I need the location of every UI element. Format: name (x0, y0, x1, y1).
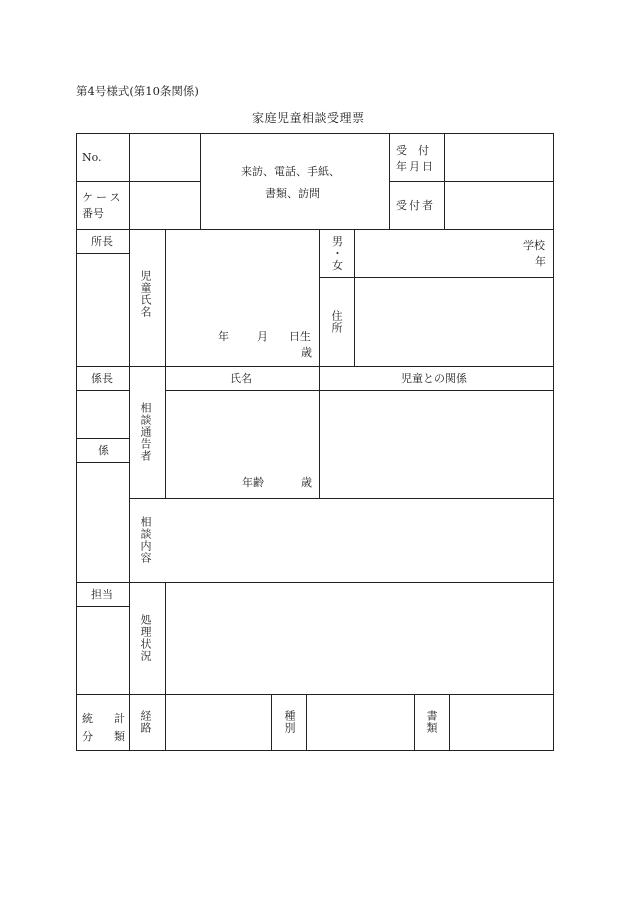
sex-male: 男 (332, 235, 343, 248)
director-label: 所長 (91, 235, 113, 248)
form-title: 家庭児童相談受理票 (252, 111, 365, 125)
child-name-label: 児童氏名 (139, 270, 152, 318)
in-charge-label: 担当 (91, 588, 113, 601)
reporter-age-label: 年齢 (242, 476, 264, 489)
birth-day-unit: 日生 (289, 330, 311, 343)
received-date-label: 受 付 年月日 (396, 144, 435, 173)
birth-month-unit: 月 (257, 330, 268, 343)
section-chief-label: 係長 (91, 372, 113, 385)
contact-method-line1: 来訪、電話、手紙、 (241, 165, 340, 178)
case-number-label: ケース 番号 (82, 191, 124, 220)
school-label: 学校 (523, 239, 545, 252)
reporter-label: 相談通告者 (139, 402, 152, 462)
form-reference: 第4号様式(第10条関係) (76, 84, 199, 98)
staff-label: 係 (98, 444, 109, 457)
no-label: No. (82, 151, 102, 164)
consultation-content-label: 相談内容 (139, 516, 152, 564)
processing-status-label: 処理状況 (139, 614, 152, 662)
child-age-unit: 歳 (301, 346, 312, 359)
reporter-name-header: 氏名 (230, 372, 252, 385)
birth-year-unit: 年 (218, 330, 229, 343)
statistics-classification-label: 統 計 分 類 (82, 712, 130, 743)
receiver-label: 受付者 (396, 199, 435, 212)
grade-unit: 年 (535, 255, 546, 268)
sex-female: 女 (332, 259, 343, 272)
route-label: 経路 (139, 710, 152, 734)
kind-label: 種別 (283, 710, 296, 734)
relation-header: 児童との関係 (401, 372, 467, 385)
document-label: 書類 (425, 710, 438, 734)
sex-separator: ・ (332, 247, 343, 260)
address-label: 住所 (330, 310, 343, 334)
contact-method-line2: 書類、訪問 (265, 187, 320, 200)
reporter-age-unit: 歳 (301, 476, 312, 489)
